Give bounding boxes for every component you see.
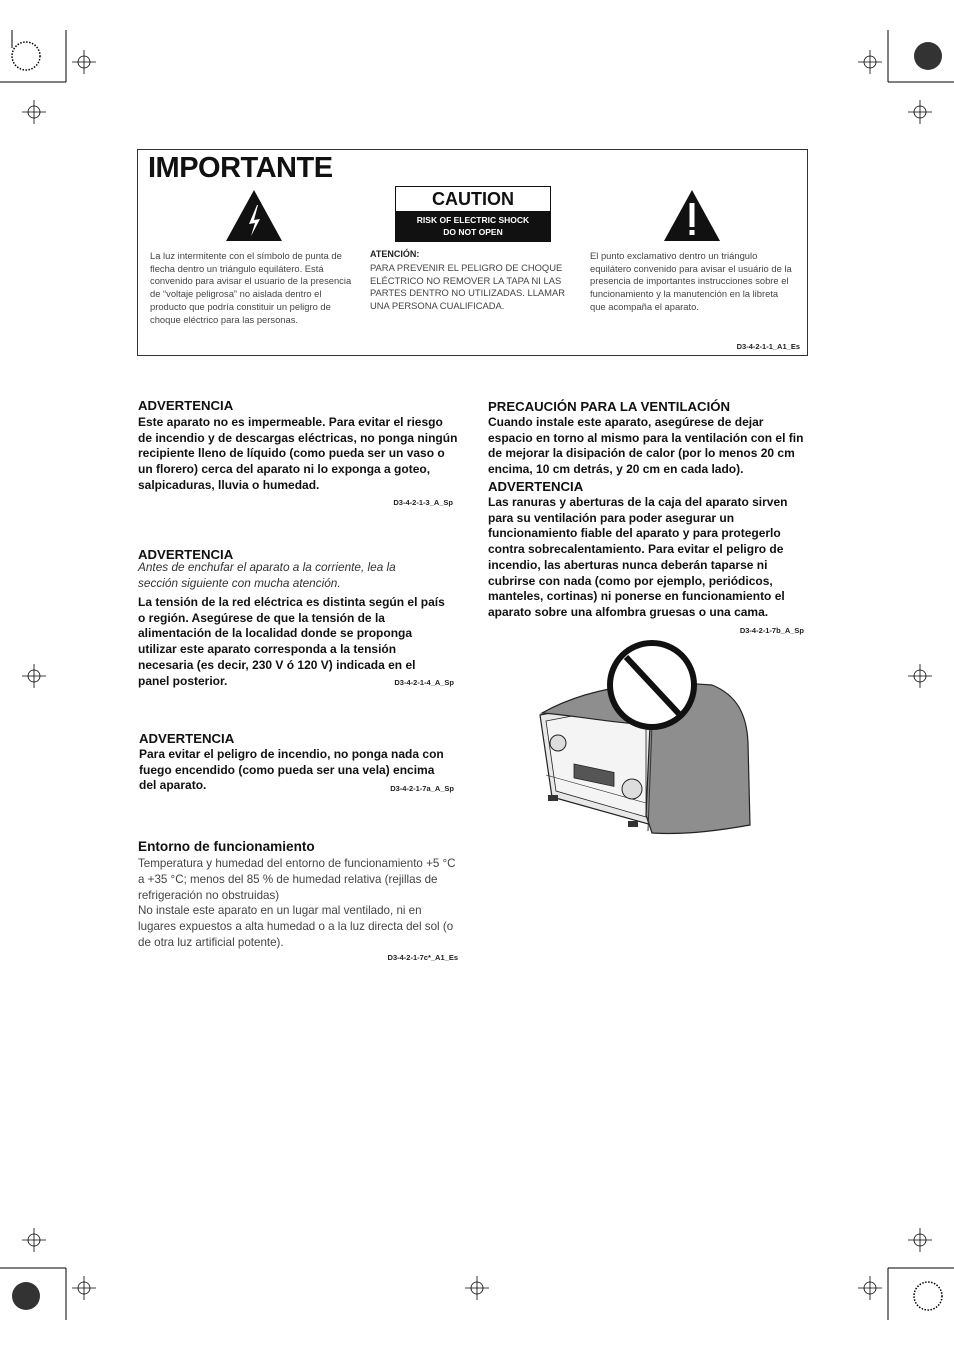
section-text: Para evitar el peligro de incendio, no ponga nada con fuego encendido (como pueda ser una vela) encima del aparato. (139, 747, 444, 793)
section-heading: ADVERTENCIA (139, 731, 235, 746)
section-heading: ADVERTENCIA (138, 398, 234, 413)
lightning-warning-icon (224, 188, 284, 243)
section-heading: Entorno de funcionamiento (138, 839, 315, 854)
reference-code: D3-4-2-1-3_A_Sp (393, 498, 453, 507)
caution-label (395, 186, 551, 242)
section-text: Las ranuras y aberturas de la caja del aparato sirven para su ventilación para poder asegurar un funcionamiento fiable del aparato y para protegerlo contra sobrecalentamiento. Para evitar el peligro de incendio, las aberturas nunca deberán taparse ni cubrirse con nada (como por ejemplo, periódicos, manteles, cortinas) ni ponerse en funcionamiento el aparato sobre una alfombra gruesas o una cama. (488, 495, 788, 619)
reference-code: D3-4-2-1-4_A_Sp (394, 678, 454, 687)
reference-code: D3-4-2-1-7a_A_Sp (390, 784, 454, 793)
exclamation-warning-icon (662, 188, 722, 243)
section-text: Este aparato no es impermeable. Para evitar el riesgo de incendio y de descargas eléctricas, no ponga ningún recipiente lleno de líquido (como pueda ser un vaso o un florero) cerca del aparato ni lo exponga a goteo, salpicaduras, lluvia o humedad. (138, 415, 458, 492)
section-heading: ADVERTENCIA (138, 547, 234, 562)
caution-warning (396, 211, 550, 241)
attention-text: PARA PREVENIR EL PELIGRO DE CHOQUE ELÉCTRICO NO REMOVER LA TAPA NI LAS PARTES DENTRO NO UTILIZADAS. LLAMAR UNA PERSONA CUALIFICADA. (370, 262, 566, 312)
caution-word: CAUTION (432, 189, 514, 209)
section-text: La tensión de la red eléctrica es distinta según el país o región. Asegúrese de que la tensión de la alimentación de la localidad donde se proponga utilizar este aparato corresponda a la tensión necesaria (es decir, 230 V ó 120 V) indicada en el panel posterior. (138, 595, 445, 688)
section-text: Cuando instale este aparato, asegúrese de dejar espacio en torno al mismo para la ventilación con el fin de mejorar la disipación de calor (por lo menos 20 cm encima, 10 cm detrás, y 20 cm en cada lado). (488, 415, 804, 477)
caution-line-1: RISK OF ELECTRIC SHOCK (416, 215, 530, 225)
reference-code: D3-4-2-1-7b_A_Sp (739, 626, 804, 635)
section-heading: ADVERTENCIA (488, 479, 584, 494)
section-intro: Antes de enchufar el aparato a la corriente, lea la sección siguiente con mucha atención. (138, 560, 396, 590)
attention-label: ATENCIÓN: (370, 249, 420, 259)
exclamation-explanation: El punto exclamativo dentro un triángulo equilátero convenido para avisar el usuário de la presencia de importantes instrucciones sobre el funcionamiento y la manutención en la libreta que acompaña el aparato. (590, 250, 792, 312)
reference-code: D3-4-2-1-1_A1_Es (736, 342, 800, 351)
caution-line-2: DO NOT OPEN (443, 227, 503, 237)
section-text: Temperatura y humedad del entorno de funcionamiento +5 °C a +35 °C; menos del 85 % de humedad relativa (rejillas de refrigeración no obstruidas) (138, 857, 456, 902)
covered-receiver-illustration (532, 625, 772, 840)
reference-code: D3-4-2-1-7c*_A1_Es (387, 953, 458, 962)
prohibited-icon (610, 643, 694, 727)
section-text: No instale este aparato en un lugar mal ventilado, ni en lugares expuestos a alta humedad o a la luz directa del sol (o de otra luz artificial potente). (138, 904, 454, 949)
page-title: IMPORTANTE (148, 152, 333, 184)
section-heading: PRECAUCIÓN PARA LA VENTILACIÓN (488, 399, 731, 414)
lightning-explanation: La luz intermitente con el símbolo de punta de flecha dentro un triángulo equilátero. Está convenido para avisar el usuario de la presencia de “voltaje peligrosa” no aislada dentro el producto que podría constituir un peligro de choque eléctrico para las personas. (150, 250, 352, 325)
